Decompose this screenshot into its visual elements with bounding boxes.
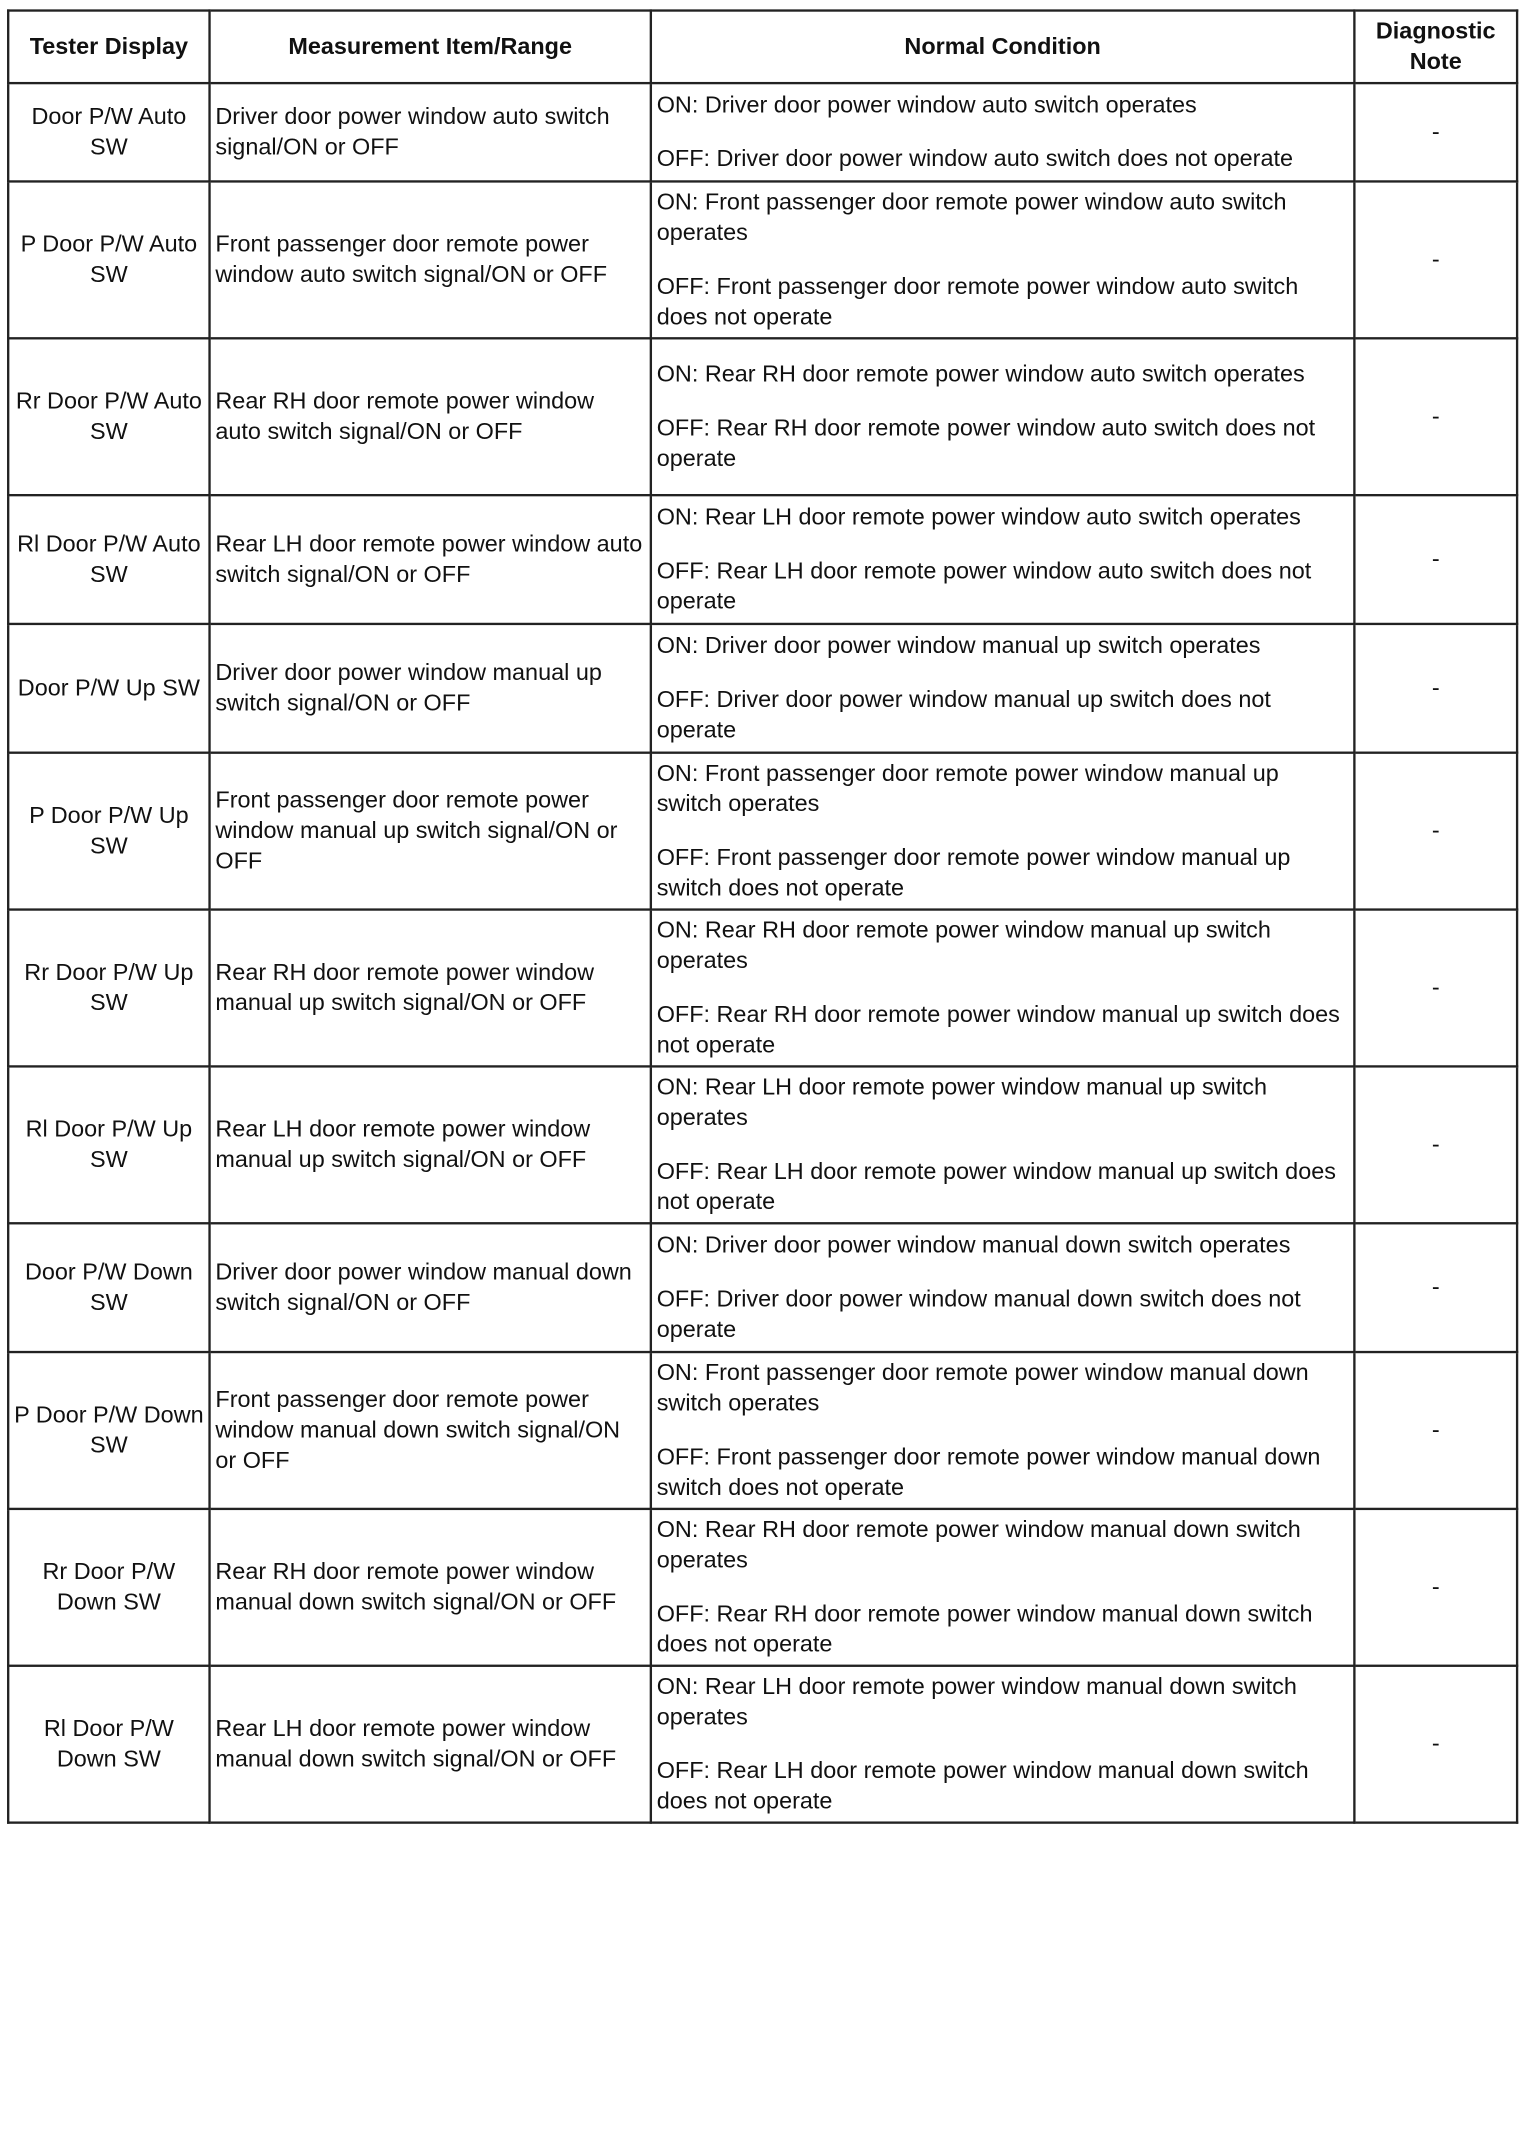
- measurement-cell: Front passenger door remote power window manual down switch signal/ON or OFF: [210, 1352, 651, 1509]
- diagnostic-note-cell: -: [1354, 83, 1517, 181]
- diagnostic-note-cell: -: [1354, 338, 1517, 495]
- condition-off-text: OFF: Driver door power window manual down switch does not operate: [656, 1286, 1301, 1343]
- tester-display-cell: Rl Door P/W Up SW: [8, 1066, 209, 1223]
- table-row: [8, 1352, 1517, 1509]
- table-header-row: [8, 11, 1517, 84]
- diagnostic-note-cell: -: [1354, 753, 1517, 910]
- table-row: [8, 1066, 1517, 1223]
- condition-off-text: OFF: Rear LH door remote power window manual up switch does not operate: [656, 1158, 1336, 1216]
- normal-condition-cell: [651, 910, 1355, 1067]
- table-row: [8, 1666, 1517, 1823]
- condition-off-text: OFF: Driver door power window auto switch does not operate: [656, 146, 1294, 173]
- header-diagnostic-note: Diagnostic Note: [1354, 11, 1517, 84]
- condition-on-text: ON: Rear RH door remote power window manual down switch operates: [656, 1517, 1301, 1574]
- condition-on-text: ON: Rear LH door remote power window manual down switch operates: [656, 1673, 1297, 1731]
- tester-display-cell: P Door P/W Up SW: [8, 753, 209, 910]
- normal-condition-cell: [651, 181, 1355, 338]
- tester-display-cell: Door P/W Auto SW: [8, 83, 209, 181]
- condition-off-text: OFF: Front passenger door remote power window manual up switch does not operate: [656, 845, 1291, 902]
- header-tester-display: Tester Display: [8, 11, 209, 84]
- diagnostic-note-cell: -: [1354, 495, 1517, 624]
- condition-off-text: OFF: Rear RH door remote power window manual up switch does not operate: [656, 1002, 1340, 1059]
- measurement-cell: Rear LH door remote power window manual down switch signal/ON or OFF: [210, 1666, 651, 1823]
- table-row: [8, 495, 1517, 624]
- table-row: [8, 1223, 1517, 1352]
- measurement-cell: Rear LH door remote power window auto switch signal/ON or OFF: [210, 495, 651, 624]
- condition-on-text: ON: Driver door power window auto switch operates: [656, 92, 1197, 119]
- normal-condition-cell: [651, 753, 1355, 910]
- condition-off-text: OFF: Rear RH door remote power window manual down switch does not operate: [656, 1601, 1313, 1658]
- table-row: [8, 753, 1517, 910]
- tester-display-cell: Rl Door P/W Down SW: [8, 1666, 209, 1823]
- header-measurement-item: Measurement Item/Range: [210, 11, 651, 84]
- condition-on-text: ON: Front passenger door remote power window manual up switch operates: [656, 760, 1279, 818]
- condition-off-text: OFF: Rear LH door remote power window auto switch does not operate: [656, 558, 1312, 615]
- normal-condition-cell: [651, 1352, 1355, 1509]
- condition-off-text: OFF: Rear RH door remote power window auto switch does not operate: [656, 415, 1316, 472]
- measurement-cell: Front passenger door remote power window manual up switch signal/ON or OFF: [210, 753, 651, 910]
- condition-on-text: ON: Front passenger door remote power window manual down switch operates: [656, 1360, 1309, 1417]
- diagnostic-note-cell: -: [1354, 1066, 1517, 1223]
- tester-display-cell: Rr Door P/W Down SW: [8, 1509, 209, 1666]
- diagnostic-note-cell: -: [1354, 1509, 1517, 1666]
- condition-on-text: ON: Rear LH door remote power window auto switch operates: [656, 504, 1301, 531]
- table-body: [8, 83, 1517, 1823]
- diagnostic-note-cell: -: [1354, 624, 1517, 753]
- diagnostic-note-cell: -: [1354, 1352, 1517, 1509]
- header-normal-condition: Normal Condition: [651, 11, 1355, 84]
- tester-display-cell: P Door P/W Down SW: [8, 1352, 209, 1509]
- condition-on-text: ON: Driver door power window manual down switch operates: [656, 1232, 1291, 1259]
- measurement-cell: Rear RH door remote power window auto switch signal/ON or OFF: [210, 338, 651, 495]
- condition-off-text: OFF: Front passenger door remote power window auto switch does not operate: [656, 273, 1299, 331]
- normal-condition-cell: [651, 338, 1355, 495]
- diagnostic-note-cell: -: [1354, 1666, 1517, 1823]
- condition-off-text: OFF: Front passenger door remote power window manual down switch does not operate: [656, 1444, 1321, 1501]
- normal-condition-cell: [651, 1666, 1355, 1823]
- normal-condition-cell: [651, 1066, 1355, 1223]
- normal-condition-cell: [651, 1223, 1355, 1352]
- measurement-cell: Rear LH door remote power window manual up switch signal/ON or OFF: [210, 1066, 651, 1223]
- tester-display-cell: Rr Door P/W Auto SW: [8, 338, 209, 495]
- tester-display-cell: Door P/W Up SW: [8, 624, 209, 753]
- measurement-cell: Driver door power window auto switch signal/ON or OFF: [210, 83, 651, 181]
- table-row: [8, 624, 1517, 753]
- table-row: [8, 1509, 1517, 1666]
- measurement-cell: Rear RH door remote power window manual up switch signal/ON or OFF: [210, 910, 651, 1067]
- table-row: [8, 338, 1517, 495]
- condition-on-text: ON: Front passenger door remote power window auto switch operates: [656, 189, 1287, 246]
- condition-off-text: OFF: Driver door power window manual up switch does not operate: [656, 687, 1271, 744]
- table-row: [8, 910, 1517, 1067]
- condition-on-text: ON: Rear RH door remote power window manual up switch operates: [656, 917, 1271, 974]
- normal-condition-cell: [651, 83, 1355, 181]
- diagnostic-note-cell: -: [1354, 181, 1517, 338]
- normal-condition-cell: [651, 1509, 1355, 1666]
- condition-on-text: ON: Rear RH door remote power window auto switch operates: [656, 361, 1305, 388]
- tester-display-cell: P Door P/W Auto SW: [8, 181, 209, 338]
- tester-display-cell: Door P/W Down SW: [8, 1223, 209, 1352]
- condition-on-text: ON: Rear LH door remote power window manual up switch operates: [656, 1074, 1267, 1131]
- tester-display-cell: Rr Door P/W Up SW: [8, 910, 209, 1067]
- diagnostic-note-cell: -: [1354, 1223, 1517, 1352]
- measurement-cell: Driver door power window manual down switch signal/ON or OFF: [210, 1223, 651, 1352]
- normal-condition-cell: [651, 495, 1355, 624]
- diagnostic-data-table: [7, 9, 1518, 1823]
- measurement-cell: Rear RH door remote power window manual down switch signal/ON or OFF: [210, 1509, 651, 1666]
- measurement-cell: Driver door power window manual up switch signal/ON or OFF: [210, 624, 651, 753]
- condition-off-text: OFF: Rear LH door remote power window manual down switch does not operate: [656, 1758, 1309, 1815]
- table-row: [8, 181, 1517, 338]
- table-row: [8, 83, 1517, 181]
- diagnostic-note-cell: -: [1354, 910, 1517, 1067]
- normal-condition-cell: [651, 624, 1355, 753]
- tester-display-cell: Rl Door P/W Auto SW: [8, 495, 209, 624]
- measurement-cell: Front passenger door remote power window auto switch signal/ON or OFF: [210, 181, 651, 338]
- condition-on-text: ON: Driver door power window manual up switch operates: [656, 633, 1261, 660]
